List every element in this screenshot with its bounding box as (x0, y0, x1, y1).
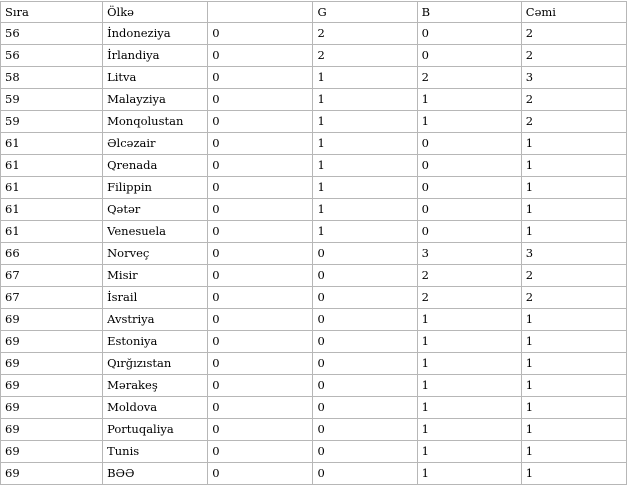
table-row (1, 419, 627, 441)
gold-cell: 0 (208, 45, 313, 67)
country-cell: Estoniya (103, 331, 208, 353)
gold-cell: 0 (208, 199, 313, 221)
silver-cell: 0 (313, 419, 417, 441)
gold-cell: 0 (208, 265, 313, 287)
silver-cell: 0 (313, 265, 417, 287)
country-cell: Qətər (103, 199, 208, 221)
total-cell: 1 (521, 155, 626, 177)
country-cell: Misir (103, 265, 208, 287)
gold-cell: 0 (208, 23, 313, 45)
silver-cell: 1 (313, 111, 417, 133)
silver-cell: 0 (313, 441, 417, 463)
silver-cell: 0 (313, 309, 417, 331)
total-cell: 2 (521, 111, 626, 133)
silver-cell: 1 (313, 67, 417, 89)
bronze-cell: 1 (417, 331, 521, 353)
silver-cell: 0 (313, 243, 417, 265)
country-cell: Avstriya (103, 309, 208, 331)
medal-table (0, 1, 627, 485)
gold-cell: 0 (208, 463, 313, 485)
rank-cell: 69 (1, 441, 103, 463)
silver-cell: 2 (313, 23, 417, 45)
bronze-cell: 0 (417, 177, 521, 199)
total-cell: 1 (521, 309, 626, 331)
gold-cell: 0 (208, 397, 313, 419)
table-row (1, 243, 627, 265)
total-cell: 2 (521, 89, 626, 111)
total-cell: 2 (521, 23, 626, 45)
country-cell: İndoneziya (103, 23, 208, 45)
total-cell: 1 (521, 463, 626, 485)
table-row (1, 111, 627, 133)
silver-cell: 1 (313, 155, 417, 177)
silver-cell: 0 (313, 397, 417, 419)
rank-cell: 69 (1, 419, 103, 441)
bronze-cell: 1 (417, 111, 521, 133)
total-cell: 1 (521, 397, 626, 419)
bronze-cell: 1 (417, 375, 521, 397)
rank-cell: 69 (1, 463, 103, 485)
gold-cell: 0 (208, 89, 313, 111)
table-row (1, 397, 627, 419)
country-cell: Qırğızıstan (103, 353, 208, 375)
rank-cell: 61 (1, 199, 103, 221)
country-cell: Norveç (103, 243, 208, 265)
total-cell: 3 (521, 67, 626, 89)
table-body (1, 23, 627, 485)
country-cell: Əlcəzair (103, 133, 208, 155)
country-cell: İrlandiya (103, 45, 208, 67)
silver-cell: 0 (313, 353, 417, 375)
gold-cell: 0 (208, 177, 313, 199)
table-row (1, 45, 627, 67)
table-row (1, 221, 627, 243)
bronze-cell: 2 (417, 67, 521, 89)
country-cell: Moldova (103, 397, 208, 419)
bronze-cell: 1 (417, 463, 521, 485)
rank-cell: 67 (1, 287, 103, 309)
country-cell: Mərakeş (103, 375, 208, 397)
rank-cell: 56 (1, 45, 103, 67)
rank-cell: 61 (1, 177, 103, 199)
total-cell: 1 (521, 375, 626, 397)
rank-cell: 58 (1, 67, 103, 89)
table-row (1, 331, 627, 353)
gold-cell: 0 (208, 287, 313, 309)
silver-cell: 1 (313, 221, 417, 243)
total-cell: 1 (521, 177, 626, 199)
silver-cell: 1 (313, 133, 417, 155)
table-row (1, 375, 627, 397)
total-cell: 1 (521, 419, 626, 441)
header-row (1, 2, 627, 23)
table-row (1, 23, 627, 45)
gold-cell: 0 (208, 331, 313, 353)
bronze-cell: 2 (417, 265, 521, 287)
bronze-cell: 0 (417, 199, 521, 221)
rank-cell: 59 (1, 111, 103, 133)
total-cell: 1 (521, 441, 626, 463)
table-row (1, 177, 627, 199)
rank-cell: 61 (1, 155, 103, 177)
table-row (1, 353, 627, 375)
country-cell: Malayziya (103, 89, 208, 111)
gold-cell: 0 (208, 111, 313, 133)
gold-cell: 0 (208, 441, 313, 463)
rank-cell: 59 (1, 89, 103, 111)
gold-cell: 0 (208, 375, 313, 397)
total-cell: 1 (521, 133, 626, 155)
rank-cell: 61 (1, 133, 103, 155)
header-silver: G (313, 2, 417, 23)
bronze-cell: 1 (417, 89, 521, 111)
table-row (1, 199, 627, 221)
country-cell: Monqolustan (103, 111, 208, 133)
bronze-cell: 0 (417, 133, 521, 155)
bronze-cell: 1 (417, 441, 521, 463)
gold-cell: 0 (208, 419, 313, 441)
silver-cell: 0 (313, 375, 417, 397)
total-cell: 2 (521, 265, 626, 287)
country-cell: Qrenada (103, 155, 208, 177)
silver-cell: 0 (313, 287, 417, 309)
total-cell: 2 (521, 287, 626, 309)
table-row (1, 309, 627, 331)
country-cell: Filippin (103, 177, 208, 199)
total-cell: 1 (521, 199, 626, 221)
silver-cell: 1 (313, 89, 417, 111)
table-row (1, 441, 627, 463)
header-rank: Sıra (1, 2, 103, 23)
table-row (1, 133, 627, 155)
country-cell: Portuqaliya (103, 419, 208, 441)
table-row (1, 265, 627, 287)
rank-cell: 56 (1, 23, 103, 45)
total-cell: 1 (521, 331, 626, 353)
gold-cell: 0 (208, 155, 313, 177)
gold-cell: 0 (208, 309, 313, 331)
bronze-cell: 0 (417, 155, 521, 177)
bronze-cell: 1 (417, 309, 521, 331)
gold-cell: 0 (208, 221, 313, 243)
header-bronze: B (417, 2, 521, 23)
rank-cell: 61 (1, 221, 103, 243)
total-cell: 1 (521, 353, 626, 375)
country-cell: BƏƏ (103, 463, 208, 485)
silver-cell: 0 (313, 331, 417, 353)
silver-cell: 1 (313, 177, 417, 199)
header-total: Cəmi (521, 2, 626, 23)
rank-cell: 66 (1, 243, 103, 265)
rank-cell: 69 (1, 375, 103, 397)
country-cell: İsrail (103, 287, 208, 309)
table-row (1, 67, 627, 89)
header-country: Ölkə (103, 2, 208, 23)
total-cell: 1 (521, 221, 626, 243)
country-cell: Litva (103, 67, 208, 89)
table-row (1, 287, 627, 309)
gold-cell: 0 (208, 353, 313, 375)
bronze-cell: 1 (417, 419, 521, 441)
header-gold (208, 2, 313, 23)
table-row (1, 155, 627, 177)
bronze-cell: 3 (417, 243, 521, 265)
total-cell: 3 (521, 243, 626, 265)
rank-cell: 69 (1, 309, 103, 331)
table-header (1, 2, 627, 23)
total-cell: 2 (521, 45, 626, 67)
bronze-cell: 0 (417, 23, 521, 45)
bronze-cell: 1 (417, 353, 521, 375)
bronze-cell: 0 (417, 45, 521, 67)
gold-cell: 0 (208, 243, 313, 265)
rank-cell: 69 (1, 353, 103, 375)
bronze-cell: 0 (417, 221, 521, 243)
country-cell: Venesuela (103, 221, 208, 243)
silver-cell: 1 (313, 199, 417, 221)
country-cell: Tunis (103, 441, 208, 463)
bronze-cell: 1 (417, 397, 521, 419)
rank-cell: 67 (1, 265, 103, 287)
gold-cell: 0 (208, 133, 313, 155)
rank-cell: 69 (1, 331, 103, 353)
table-row (1, 89, 627, 111)
rank-cell: 69 (1, 397, 103, 419)
silver-cell: 2 (313, 45, 417, 67)
silver-cell: 0 (313, 463, 417, 485)
gold-cell: 0 (208, 67, 313, 89)
bronze-cell: 2 (417, 287, 521, 309)
table-row (1, 463, 627, 485)
